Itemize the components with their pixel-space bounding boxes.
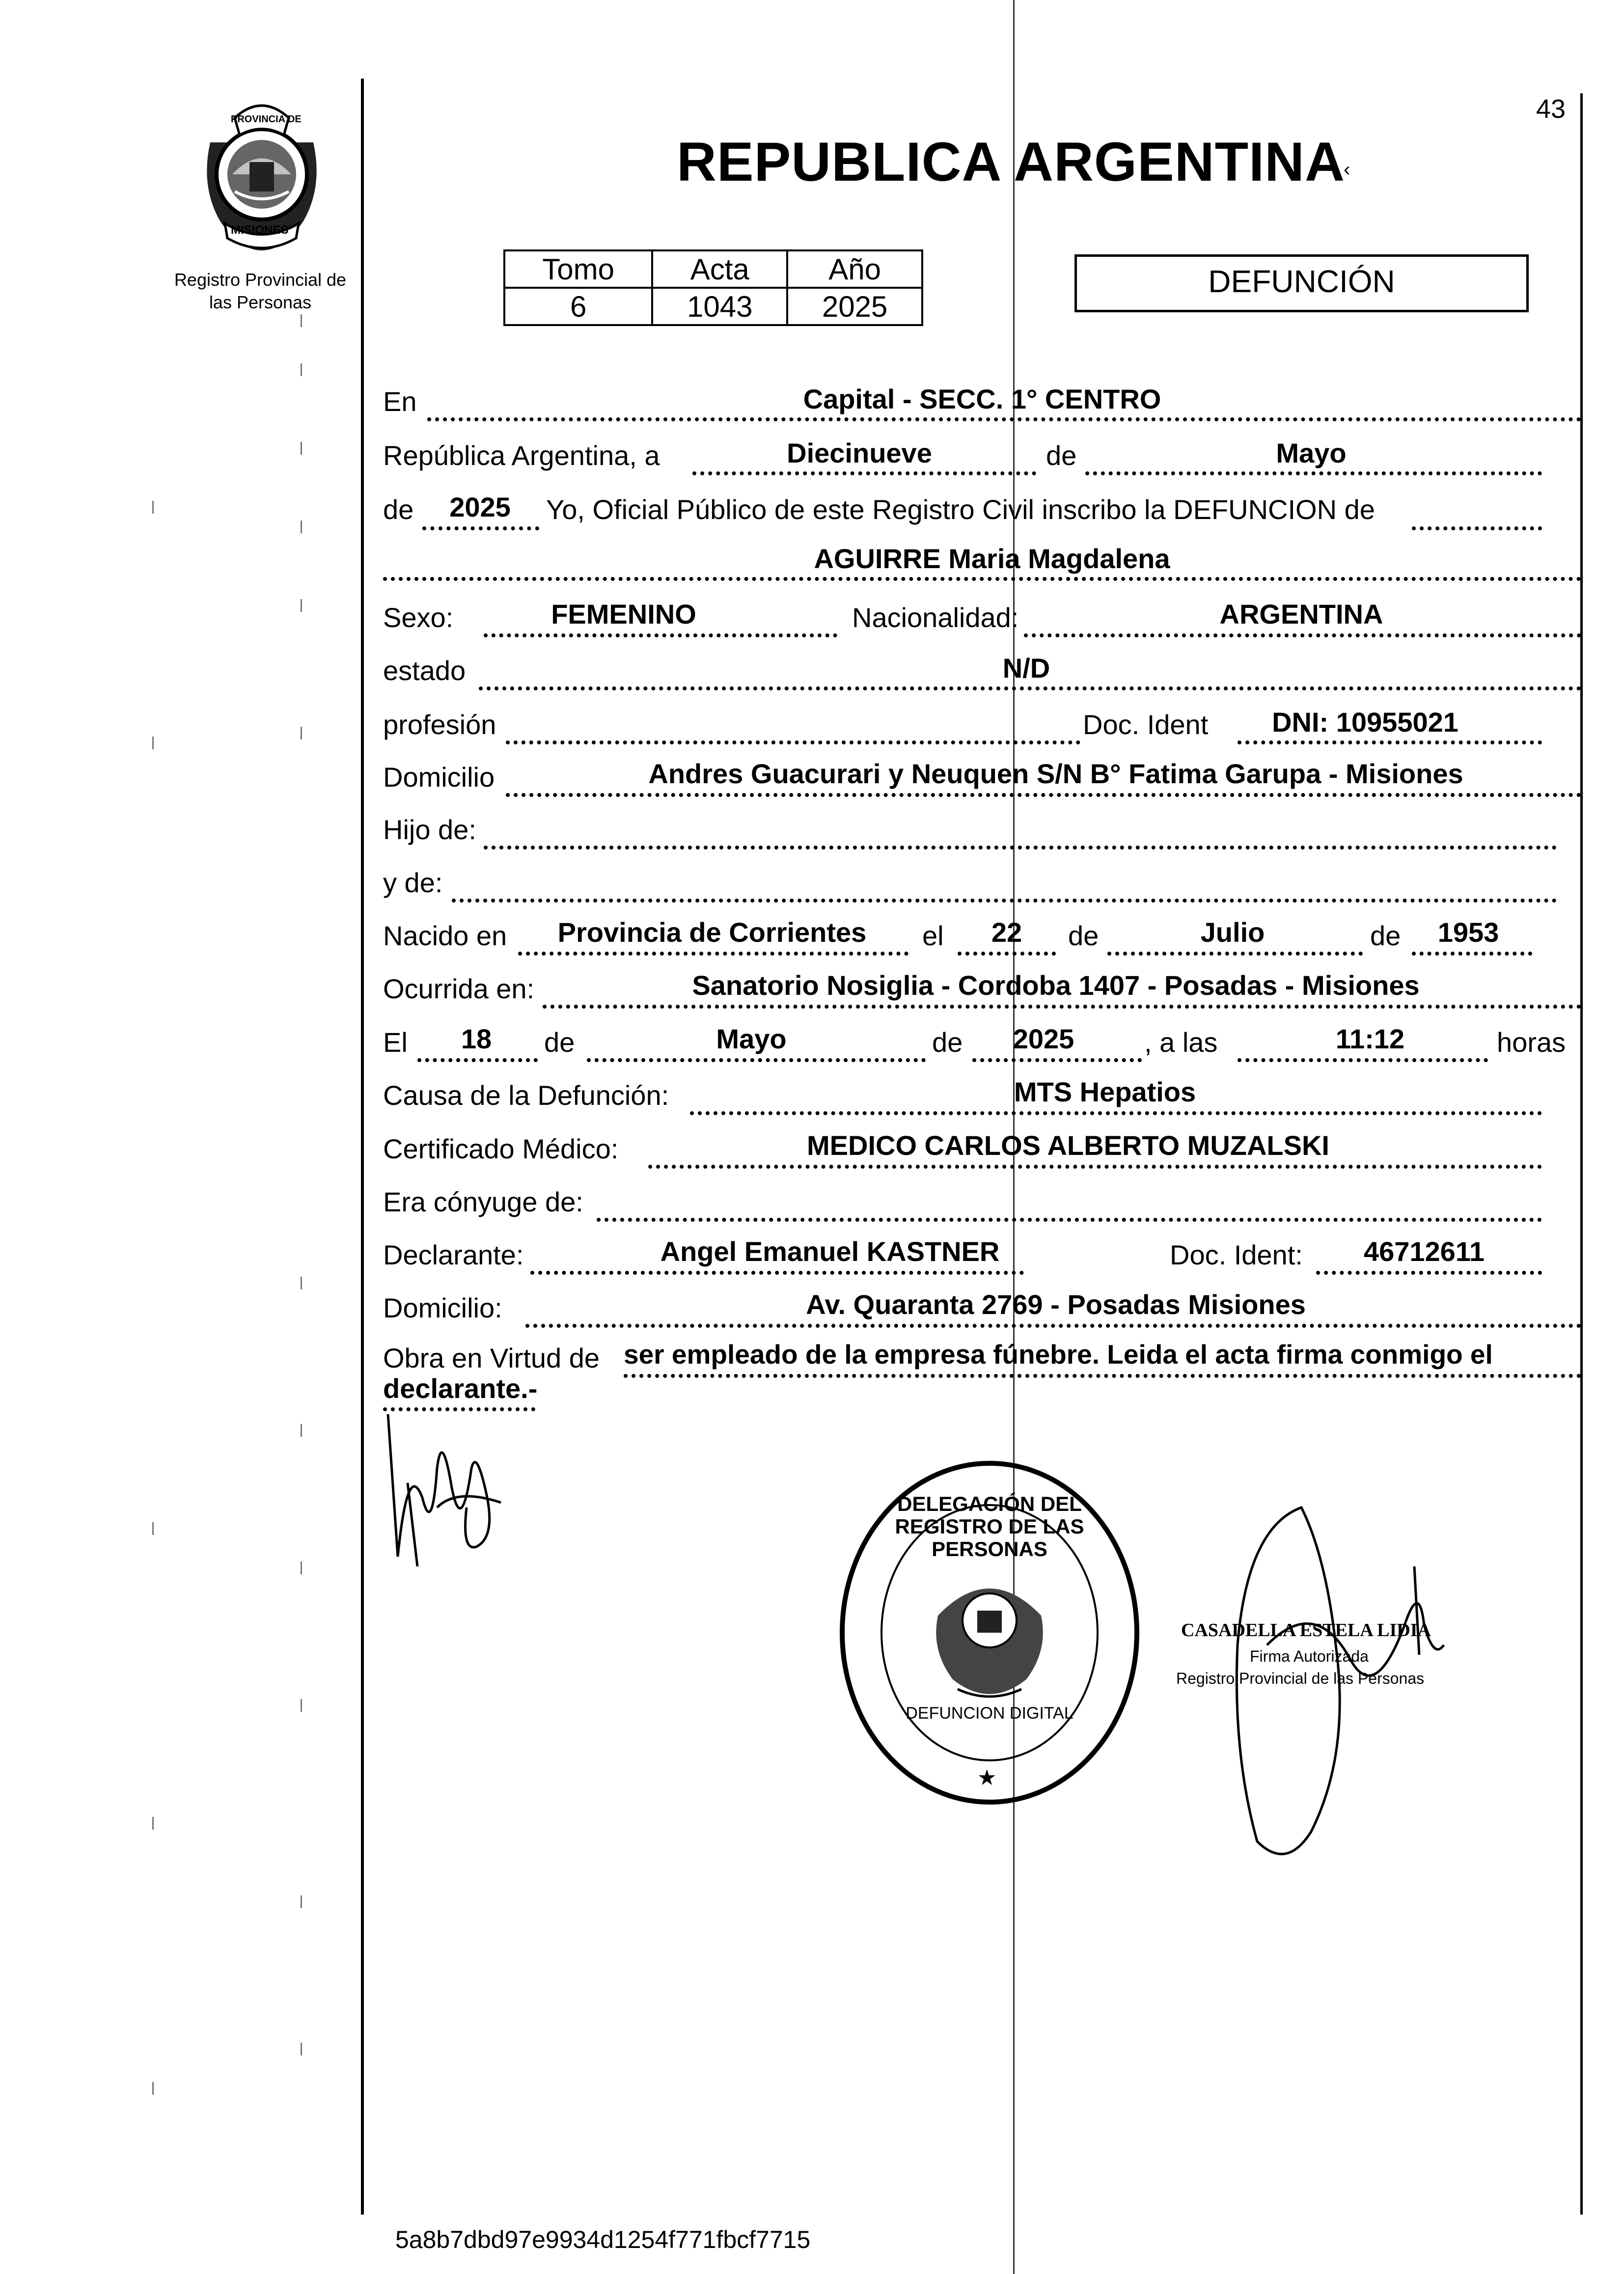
- declarante-label: Declarante:: [383, 1239, 524, 1270]
- declarante-value: Angel Emanuel KASTNER: [660, 1236, 1000, 1267]
- right-margin-line: [1580, 93, 1583, 2215]
- day-value: Diecinueve: [787, 438, 932, 468]
- dotted-line: [1024, 633, 1581, 637]
- profesion-label: profesión: [383, 709, 496, 740]
- dotted-line: [648, 1165, 1542, 1169]
- conyuge-label: Era cónyuge de:: [383, 1186, 583, 1217]
- dotted-line: [1238, 1058, 1488, 1062]
- dotted-line: [958, 952, 1056, 956]
- page-number: 43: [1536, 94, 1566, 124]
- record-header: Año: [787, 250, 922, 288]
- dotted-line: [506, 740, 1080, 744]
- dotted-line: [479, 686, 1581, 690]
- de4-label: de: [1370, 920, 1401, 951]
- certificado-label: Certificado Médico:: [383, 1133, 619, 1164]
- year-value: 2025: [449, 492, 511, 522]
- dotted-line: [1316, 1271, 1542, 1275]
- domicilio-value: Andres Guacurari y Neuquen S/N B° Fatima Garupa - Misiones: [648, 758, 1463, 789]
- dotted-line: [543, 1005, 1581, 1009]
- el-label: el: [922, 920, 944, 951]
- record-tomo-value: 6: [504, 288, 652, 325]
- dotted-line: [1107, 952, 1363, 956]
- causa-label: Causa de la Defunción:: [383, 1080, 669, 1111]
- nacionalidad-label: Nacionalidad:: [852, 602, 1019, 633]
- nacionalidad-value: ARGENTINA: [1219, 599, 1383, 630]
- doc-ident-value: DNI: 10955021: [1272, 707, 1459, 738]
- certificado-value: MEDICO CARLOS ALBERTO MUZALSKI: [807, 1130, 1329, 1161]
- sexo-value: FEMENINO: [551, 599, 696, 630]
- left-margin-line: [361, 79, 364, 2215]
- dotted-line: [518, 952, 908, 956]
- document-hash: 5a8b7dbd97e9934d1254f771fbcf7715: [395, 2226, 811, 2253]
- obra-value: ser empleado de la empresa fúnebre. Leida el acta firma conmigo el: [624, 1339, 1493, 1370]
- record-header: Acta: [652, 250, 787, 288]
- obra-value-cont: declarante.-: [383, 1373, 538, 1404]
- declarant-signature: [378, 1409, 511, 1576]
- logo-text-bottom: MISIONES: [231, 223, 289, 237]
- deceased-name: AGUIRRE Maria Magdalena: [814, 543, 1170, 574]
- sexo-label: Sexo:: [383, 602, 454, 633]
- death-month: Mayo: [716, 1023, 787, 1054]
- doc2-label: Doc. Ident:: [1170, 1239, 1303, 1270]
- de3-label: de: [1068, 920, 1099, 951]
- domicilio2-label: Domicilio:: [383, 1292, 502, 1323]
- de5-label: de: [544, 1027, 575, 1058]
- dotted-line: [417, 1058, 538, 1062]
- dotted-line: [383, 577, 1581, 581]
- dotted-line: [972, 1058, 1142, 1062]
- dotted-line: [525, 1324, 1581, 1328]
- record-table: [503, 249, 923, 326]
- stamp-ring-text: DELEGACIÓN DEL REGISTRO DE LAS PERSONAS: [895, 1492, 1084, 1561]
- signatory-name: CASADELLA ESTELA LIDIA: [1181, 1620, 1431, 1641]
- dotted-line: [624, 1374, 1581, 1378]
- de6-label: de: [932, 1027, 963, 1058]
- en-value: Capital - SECC. 1° CENTRO: [803, 384, 1161, 414]
- dotted-line: [506, 793, 1581, 797]
- signatory-org: Registro Provincial de las Personas: [1176, 1670, 1425, 1687]
- dotted-line: [692, 471, 1036, 475]
- birth-day: 22: [991, 917, 1022, 948]
- republica-label: República Argentina, a: [383, 440, 660, 471]
- dotted-line: [452, 899, 1557, 903]
- record-header-row: [504, 250, 922, 288]
- signatory-role: Firma Autorizada: [1250, 1647, 1369, 1665]
- hijo-label: Hijo de:: [383, 814, 476, 845]
- registry-name-line2: las Personas: [209, 292, 312, 312]
- record-header: Tomo: [504, 250, 652, 288]
- page-title: REPUBLICA ARGENTINA: [677, 131, 1345, 192]
- dotted-line: [1085, 471, 1542, 475]
- month-value: Mayo: [1276, 438, 1347, 468]
- birth-month: Julio: [1200, 917, 1265, 948]
- birth-year: 1953: [1437, 917, 1499, 948]
- registry-name-line1: Registro Provincial de: [174, 270, 347, 290]
- doc-ident-label: Doc. Ident: [1083, 709, 1209, 740]
- death-day: 18: [461, 1023, 492, 1054]
- obra-label: Obra en Virtud de: [383, 1342, 600, 1373]
- doc2-value: 46712611: [1363, 1236, 1485, 1267]
- oficial-text: Yo, Oficial Público de este Registro Civil inscribo la DEFUNCION de: [546, 494, 1375, 525]
- de-label: de: [1046, 440, 1077, 471]
- dotted-line: [1238, 740, 1542, 744]
- dotted-line: [427, 417, 1581, 421]
- horas-label: horas: [1497, 1027, 1566, 1058]
- yde-label: y de:: [383, 867, 443, 898]
- estado-value: N/D: [1002, 653, 1050, 684]
- dotted-line: [1412, 526, 1542, 530]
- dotted-line: [530, 1271, 1024, 1275]
- alas-label: , a las: [1144, 1027, 1218, 1058]
- nacido-value: Provincia de Corrientes: [557, 917, 867, 948]
- stamp-inner-text: DEFUNCION DIGITAL: [906, 1704, 1073, 1723]
- dotted-line: [484, 846, 1557, 849]
- ocurrida-label: Ocurrida en:: [383, 973, 535, 1004]
- death-year: 2025: [1013, 1023, 1074, 1054]
- dotted-line: [422, 526, 539, 530]
- death-time: 11:12: [1335, 1023, 1405, 1054]
- estado-label: estado: [383, 655, 466, 686]
- domicilio2-value: Av. Quaranta 2769 - Posadas Misiones: [806, 1289, 1306, 1320]
- dotted-line: [1412, 952, 1532, 956]
- act-type-box: DEFUNCIÓN: [1074, 254, 1529, 312]
- dotted-line: [484, 633, 837, 637]
- en-label: En: [383, 386, 417, 417]
- dotted-line: [587, 1058, 926, 1062]
- stamp-star: ★: [977, 1766, 997, 1790]
- record-ano-value: 2025: [787, 288, 922, 325]
- nacido-label: Nacido en: [383, 920, 507, 951]
- dotted-line: [690, 1111, 1542, 1115]
- record-value-row: [504, 288, 922, 325]
- causa-value: MTS Hepatios: [1014, 1076, 1196, 1107]
- de2-label: de: [383, 494, 414, 525]
- record-acta-value: 1043: [652, 288, 787, 325]
- domicilio-label: Domicilio: [383, 762, 495, 793]
- el2-label: El: [383, 1027, 408, 1058]
- ocurrida-value: Sanatorio Nosiglia - Cordoba 1407 - Posadas - Misiones: [692, 970, 1420, 1001]
- stray-mark: ‹: [1344, 159, 1350, 180]
- logo-text-top: PROVINCIA DE: [231, 114, 302, 125]
- dotted-line: [597, 1218, 1542, 1222]
